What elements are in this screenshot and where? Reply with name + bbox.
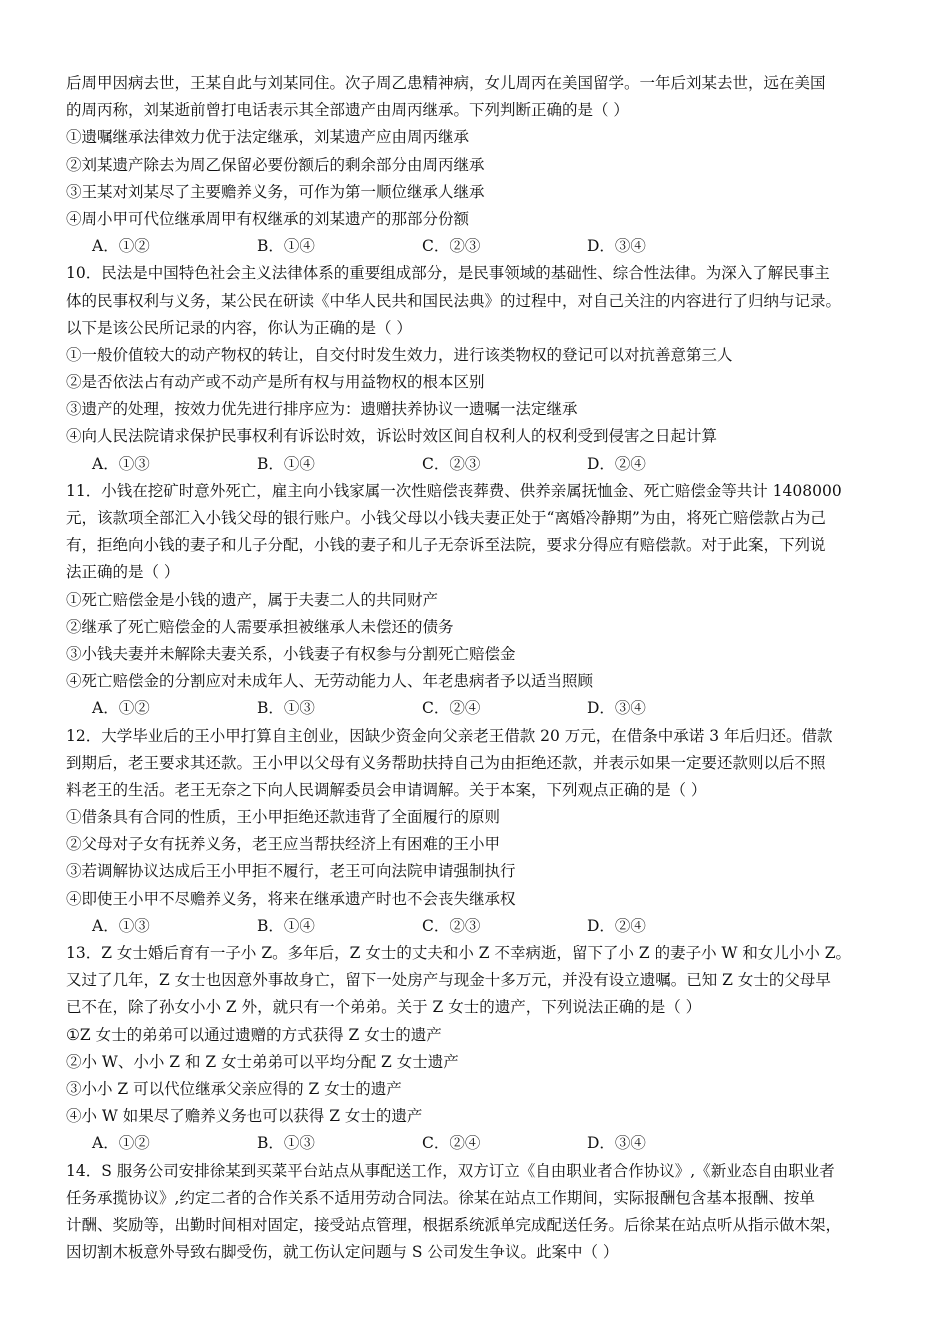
q10-stem-line: 10．民法是中国特色社会主义法律体系的重要组成部分，是民事领域的基础性、综合性法律。为深入了解民事主 (66, 264, 830, 283)
q12-stem-line: 12．大学毕业后的王小甲打算自主创业，因缺少资金向父亲老王借款 20 万元，在借条中承诺 3 年后归还。借款 (66, 726, 833, 745)
choice-c: C．②③ (422, 237, 481, 256)
q12-stem-line: 到期后，老王要求其还款。王小甲以父母有义务帮助扶持自己为由拒绝还款，并表示如果一定要还款则以后不照 (66, 753, 826, 772)
q11-option-3: ③小钱夫妻并未解除夫妻关系，小钱妻子有权参与分割死亡赔偿金 (66, 644, 516, 663)
question-11 (66, 478, 896, 723)
question-14 (66, 1158, 896, 1267)
choice-d: D．③④ (587, 237, 646, 256)
q12-option-3: ③若调解协议达成后王小甲拒不履行，老王可向法院申请强制执行 (66, 862, 516, 881)
choice-d: D．②④ (587, 454, 646, 473)
q10-option-4: ④向人民法院请求保护民事权利有诉讼时效，诉讼时效区间自权利人的权利受到侵害之日起计算 (66, 427, 718, 446)
choice-c: C．②④ (422, 699, 481, 718)
choice-a: A．①② (92, 699, 150, 718)
choice-b: B．①③ (257, 699, 315, 718)
q14-stem-line: 计酬、奖励等，出勤时间相对固定，接受站点管理，根据系统派单完成配送任务。后徐某在站点听从指示做木架， (66, 1215, 842, 1234)
q13-option-1: ①Z 女士的弟弟可以通过遗赠的方式获得 Z 女士的遗产 (66, 1025, 442, 1044)
q9-stem-line: 后周甲因病去世，王某自此与刘某同住。次子周乙患精神病，女儿周丙在美国留学。一年后刘某去世，远在美国 (66, 74, 826, 92)
q11-stem-line: 有，拒绝向小钱的妻子和儿子分配，小钱的妻子和儿子无奈诉至法院，要求分得应有赔偿款。对于此案，下列说 (66, 536, 826, 555)
q9-option-2: ②刘某遗产除去为周乙保留必要份额后的剩余部分由周丙继承 (66, 155, 485, 174)
q10-choices (66, 451, 896, 478)
q11-stem-line: 法正确的是（ ） (66, 563, 180, 582)
q10-stem-line: 体的民事权利与义务，某公民在研读《中华人民共和国民法典》的过程中，对自己关注的内容进行了归纳与记录。 (66, 291, 842, 310)
choice-b: B．①④ (257, 916, 315, 935)
q9-option-1: ①遗嘱继承法律效力优于法定继承，刘某遗产应由周丙继承 (66, 128, 470, 147)
q13-stem-line: 13．Z 女士婚后育有一子小 Z。多年后，Z 女士的丈夫和小 Z 不幸病逝，留下了小 Z 的妻子小 W 和女儿小小 Z。 (66, 944, 852, 962)
q13-choices (66, 1130, 896, 1157)
q13-option-4: ④小 W 如果尽了赡养义务也可以获得 Z 女士的遗产 (66, 1107, 423, 1126)
choice-d: D．③④ (587, 1134, 646, 1153)
q10-option-1: ①一般价值较大的动产物权的转让，自交付时发生效力，进行该类物权的登记可以对抗善意第三人 (66, 345, 733, 364)
q12-stem-line: 料老王的生活。老王无奈之下向人民调解委员会申请调解。关于本案，下列观点正确的是（ ） (66, 780, 707, 799)
question-9 (66, 70, 896, 260)
choice-b: B．①④ (257, 237, 315, 256)
q11-stem-line: 11．小钱在挖矿时意外死亡，雇主向小钱家属一次性赔偿丧葬费、供养亲属抚恤金、死亡赔偿金等共计 1408000 (66, 481, 842, 500)
choice-b: B．①④ (257, 454, 315, 473)
q13-option-3: ③小小 Z 可以代位继承父亲应得的 Z 女士的遗产 (66, 1079, 402, 1098)
q9-option-4: ④周小甲可代位继承周甲有权继承的刘某遗产的那部分份额 (66, 209, 470, 228)
q12-choices (66, 913, 896, 940)
q14-stem-line: 14．S 服务公司安排徐某到买菜平台站点从事配送工作，双方订立《自由职业者合作协议》,《新业态自由职业者 (66, 1161, 835, 1180)
choice-a: A．①③ (92, 916, 150, 935)
q10-option-3: ③遗产的处理，按效力优先进行排序应为：遗赠扶养协议一遗嘱一法定继承 (66, 400, 578, 419)
choice-c: C．②③ (422, 454, 481, 473)
q10-stem-line: 以下是该公民所记录的内容，你认为正确的是（ ） (66, 318, 412, 337)
question-12 (66, 723, 896, 941)
q11-choices (66, 695, 896, 722)
choice-d: D．③④ (587, 699, 646, 718)
choice-a: A．①③ (92, 454, 150, 473)
choice-b: B．①③ (257, 1134, 315, 1153)
choice-a: A．①② (92, 237, 150, 256)
q11-stem-line: 元，该款项全部汇入小钱父母的银行账户。小钱父母以小钱夫妻正处于“离婚冷静期”为由，将死亡赔偿款占为己 (66, 509, 826, 527)
q13-stem-line: 又过了几年，Z 女士也因意外事故身亡，留下一处房产与现金十多万元，并没有设立遗嘱。已知 Z 女士的父母早 (66, 971, 831, 990)
choice-c: C．②③ (422, 916, 481, 935)
choice-a: A．①② (92, 1134, 150, 1153)
document-page (66, 70, 896, 1266)
q13-stem-line: 已不在，除了孙女小小 Z 外，就只有一个弟弟。关于 Z 女士的遗产，下列说法正确的是（ ） (66, 998, 702, 1017)
choice-c: C．②④ (422, 1134, 481, 1153)
q14-stem-line: 任务承揽协议》,约定二者的合作关系不适用劳动合同法。徐某在站点工作期间，实际报酬包含基本报酬、按单 (66, 1188, 815, 1207)
question-10 (66, 260, 896, 478)
choice-d: D．②④ (587, 916, 646, 935)
q9-choices (66, 233, 896, 260)
q9-option-3: ③王某对刘某尽了主要赡养义务，可作为第一顺位继承人继承 (66, 182, 485, 201)
q14-stem-line: 因切割木板意外导致右脚受伤，就工伤认定问题与 S 公司发生争议。此案中（ ） (66, 1243, 619, 1262)
q12-option-4: ④即使王小甲不尽赡养义务，将来在继承遗产时也不会丧失继承权 (66, 889, 516, 908)
q11-option-1: ①死亡赔偿金是小钱的遗产，属于夫妻二人的共同财产 (66, 590, 439, 609)
q12-option-2: ②父母对子女有抚养义务，老王应当帮扶经济上有困难的王小甲 (66, 835, 501, 854)
q9-stem-line: 的周丙称，刘某逝前曾打电话表示其全部遗产由周丙继承。下列判断正确的是（ ） (66, 101, 629, 120)
q12-option-1: ①借条具有合同的性质，王小甲拒绝还款违背了全面履行的原则 (66, 808, 501, 827)
q13-option-2: ②小 W、小小 Z 和 Z 女士弟弟可以平均分配 Z 女士遗产 (66, 1052, 459, 1071)
q11-option-2: ②继承了死亡赔偿金的人需要承担被继承人未偿还的债务 (66, 617, 454, 636)
question-13 (66, 940, 896, 1158)
q11-option-4: ④死亡赔偿金的分割应对未成年人、无劳动能力人、年老患病者予以适当照顾 (66, 672, 594, 691)
q10-option-2: ②是否依法占有动产或不动产是所有权与用益物权的根本区别 (66, 373, 485, 392)
